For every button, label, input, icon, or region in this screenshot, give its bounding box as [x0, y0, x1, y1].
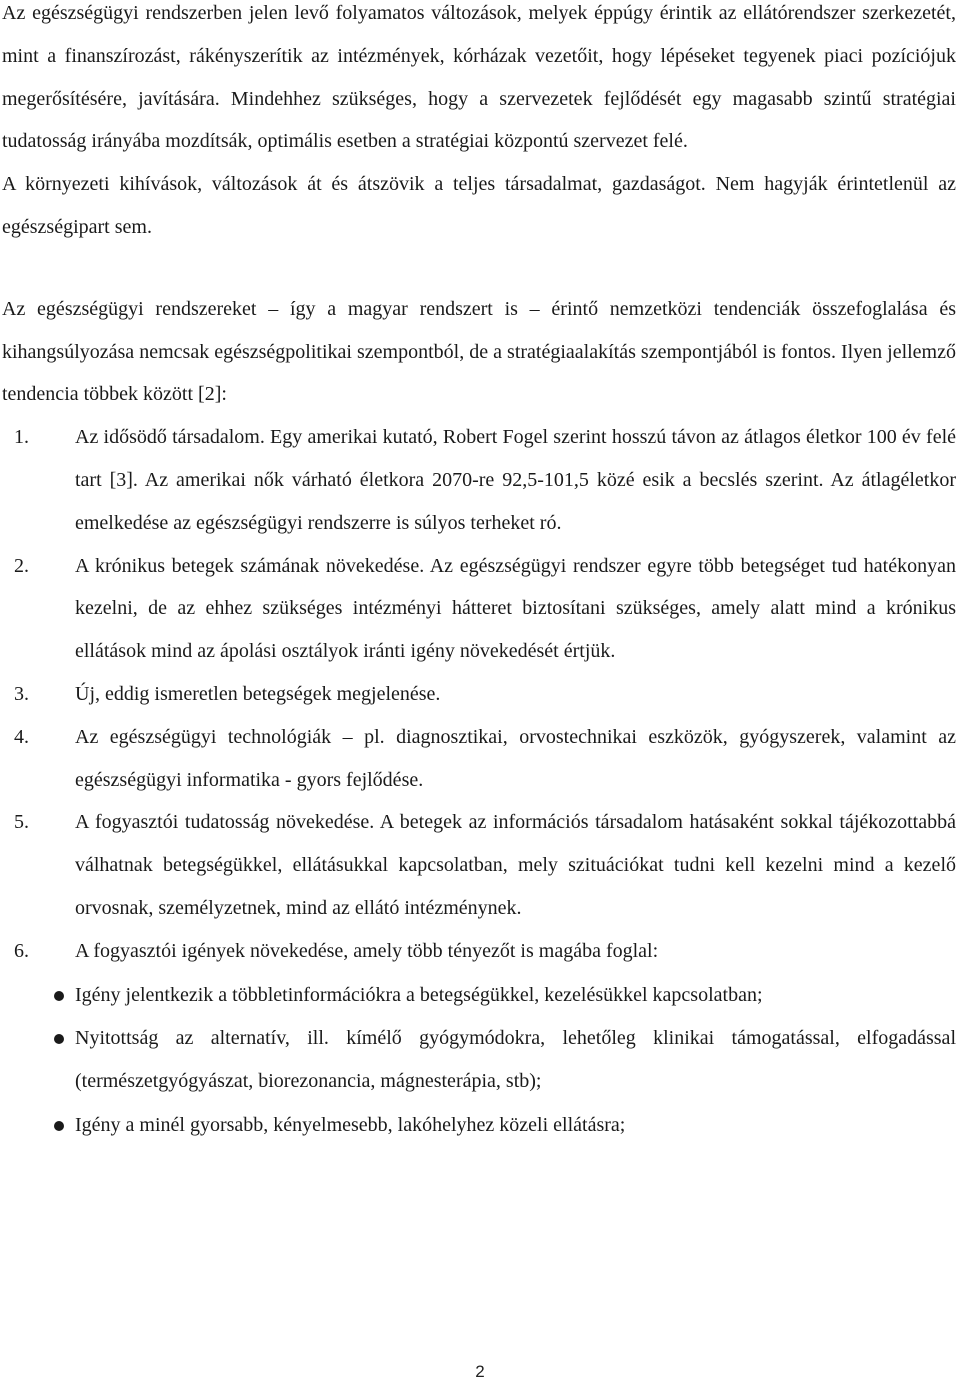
list-item-number: 5. [14, 811, 29, 834]
list-item-text: Új, eddig ismeretlen betegségek megjelenése. [75, 682, 441, 705]
bullet-icon [54, 1034, 64, 1044]
page-number: 2 [475, 1362, 485, 1381]
list-item-text: A krónikus betegek számának növekedése. Az egészségügyi rendszer egyre több betegséget tud hatékonyan kezelni, de az ehhez szükséges intézményi hátteret biztosítani szükséges, amely alatt mind a krónikus ellátások mind az ápolási osztályok iránti igény növekedését értjük. [75, 554, 956, 663]
list-item-number: 3. [14, 682, 29, 705]
list-item [2, 930, 956, 973]
bullet-item-text: Igény jelentkezik a többletinformációkra a betegségükkel, kezelésükkel kapcsolatban; [75, 983, 763, 1006]
document-page [2, 0, 956, 1147]
bullet-icon [54, 991, 64, 1001]
list-item-text: Az idősödő társadalom. Egy amerikai kutató, Robert Fogel szerint hosszú távon az átlagos életkor 100 év felé tart [3]. Az amerikai nők várható életkora 2070-re 92,5-101,5 közé esik a becslés szerint. Az átlagéletkor emelkedése az egészségügyi rendszerre is súlyos terheket ró. [75, 426, 956, 534]
list-item [2, 716, 956, 802]
list-item [2, 673, 956, 716]
bullet-list [2, 974, 956, 1147]
intro-paragraph-2: A környezeti kihívások, változások át és átszövik a teljes társadalmat, gazdaságot. Nem hagyják érintetlenül az egészségipart sem. [2, 173, 956, 238]
bullet-item [2, 974, 956, 1017]
numbered-list [2, 416, 956, 972]
list-item-number: 1. [14, 426, 29, 449]
list-item-number: 6. [14, 939, 29, 962]
list-item-text: A fogyasztói igények növekedése, amely több tényezőt is magába foglal: [75, 939, 659, 962]
bullet-item [2, 1104, 956, 1147]
list-item [2, 416, 956, 544]
tendencies-paragraph: Az egészségügyi rendszereket – így a magyar rendszert is – érintő nemzetközi tendenciák összefoglalása és kihangsúlyozása nemcsak egészségpolitikai szempontból, de a stratégiaalakítás szempontjából is fontos. Ilyen jellemző tendencia többek között [2]: [2, 297, 956, 406]
bullet-item-text: Nyitottság az alternatív, ill. kímélő gyógymódokra, lehetőleg klinikai támogatással, elfogadással (természetgyógyászat, biorezonancia, mágnesterápia, stb); [75, 1027, 956, 1093]
list-item-text: Az egészségügyi technológiák – pl. diagnosztikai, orvostechnikai eszközök, gyógyszerek, valamint az egészségügyi informatika - gyors fejlődése. [75, 725, 956, 791]
list-item-number: 2. [14, 554, 29, 577]
bullet-item-text: Igény a minél gyorsabb, kényelmesebb, lakóhelyhez közeli ellátásra; [75, 1113, 626, 1136]
list-item-text: A fogyasztói tudatosság növekedése. A betegek az információs társadalom hatásaként sokkal tájékozottabbá válhatnak betegségükkel, ellátásukkal kapcsolatban, mely szituációkat tudni kell kezelni mind a kezelő orvosnak, személyzetnek, mind az ellátó intézménynek. [75, 811, 956, 919]
list-item [2, 801, 956, 929]
list-item-number: 4. [14, 725, 29, 748]
list-item [2, 545, 956, 673]
bullet-icon [54, 1121, 64, 1131]
intro-paragraph-1: Az egészségügyi rendszerben jelen levő folyamatos változások, melyek éppúgy érintik az ellátórendszer szerkezetét, mint a finanszírozást, rákényszerítik az intézmények, kórházak vezetőit, hogy lépéseket tegyenek piaci pozíciójuk megerősítésére, javítására. Mindehhez szükséges, hogy a szervezetek fejlődését egy magasabb szintű stratégiai tudatosság irányába mozdítsák, optimális esetben a stratégiai központú szervezet felé. [2, 2, 956, 153]
bullet-item [2, 1017, 956, 1103]
